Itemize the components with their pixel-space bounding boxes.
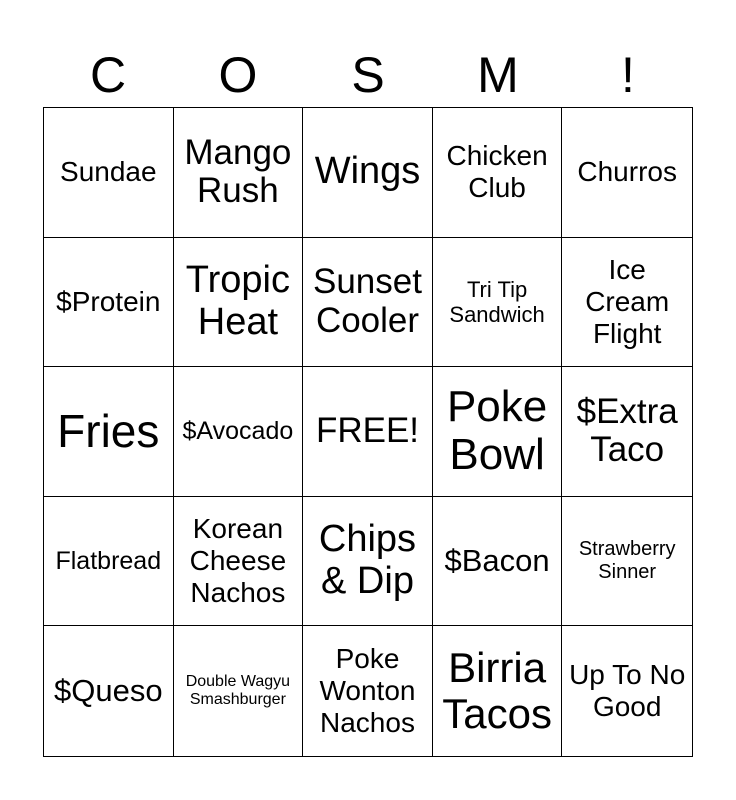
bingo-board xyxy=(43,107,693,757)
cell-label: Chips & Dip xyxy=(318,518,417,603)
bingo-cell[interactable] xyxy=(174,108,304,238)
bingo-cell[interactable] xyxy=(174,626,304,756)
cell-label: Up To No Good xyxy=(569,659,686,723)
bingo-cell[interactable] xyxy=(303,497,433,627)
cell-label: Chicken Club xyxy=(446,140,548,204)
bingo-cell[interactable] xyxy=(174,497,304,627)
cell-label: Poke Bowl xyxy=(446,382,548,480)
bingo-cell[interactable] xyxy=(44,367,174,497)
cell-label: Double Wagyu Smashburger xyxy=(185,672,291,709)
cell-label: Fries xyxy=(57,405,160,458)
cell-label: $Queso xyxy=(54,673,163,709)
header-letter-m: M xyxy=(477,47,519,103)
cell-label: Birria Tacos xyxy=(442,644,552,738)
cell-label: Sunset Cooler xyxy=(313,262,422,340)
bingo-header xyxy=(43,44,693,106)
bingo-cell[interactable] xyxy=(174,367,304,497)
cell-label: Poke Wonton Nachos xyxy=(319,642,416,739)
bingo-cell[interactable] xyxy=(433,108,563,238)
cell-label: $Avocado xyxy=(182,417,294,446)
cell-label: $Extra Taco xyxy=(576,391,678,470)
bingo-cell[interactable] xyxy=(303,238,433,368)
bingo-cell[interactable] xyxy=(44,626,174,756)
bingo-cell[interactable] xyxy=(562,367,692,497)
cell-label: Mango Rush xyxy=(184,132,292,211)
cell-label: Strawberry Sinner xyxy=(578,538,676,584)
bingo-cell[interactable] xyxy=(433,238,563,368)
bingo-cell[interactable] xyxy=(562,108,692,238)
header-letter-s: S xyxy=(351,47,385,103)
cell-label: FREE! xyxy=(315,411,420,451)
header-letter-exclamation: ! xyxy=(621,47,635,103)
header-letter-c: C xyxy=(89,47,127,103)
bingo-cell[interactable] xyxy=(562,626,692,756)
bingo-cell[interactable] xyxy=(433,367,563,497)
cell-label: Sundae xyxy=(60,156,157,188)
cell-label: Flatbread xyxy=(55,546,162,575)
cell-label: Korean Cheese Nachos xyxy=(189,512,287,609)
cell-label: $Bacon xyxy=(444,543,550,579)
bingo-cell[interactable] xyxy=(44,497,174,627)
header-letter-o: O xyxy=(218,47,258,103)
bingo-cell[interactable] xyxy=(303,367,433,497)
cell-label: Churros xyxy=(577,156,677,188)
cell-label: Ice Cream Flight xyxy=(585,253,670,349)
bingo-cell[interactable] xyxy=(44,238,174,368)
bingo-cell[interactable] xyxy=(303,626,433,756)
cell-label: Tri Tip Sandwich xyxy=(449,276,545,327)
bingo-cell[interactable] xyxy=(433,626,563,756)
bingo-cell[interactable] xyxy=(433,497,563,627)
bingo-cell[interactable] xyxy=(303,108,433,238)
bingo-cell[interactable] xyxy=(562,497,692,627)
cell-label: $Protein xyxy=(56,285,161,317)
cell-label: Tropic Heat xyxy=(185,259,290,343)
bingo-cell[interactable] xyxy=(562,238,692,368)
bingo-cell[interactable] xyxy=(44,108,174,238)
cell-label: Wings xyxy=(314,150,421,193)
bingo-cell[interactable] xyxy=(174,238,304,368)
